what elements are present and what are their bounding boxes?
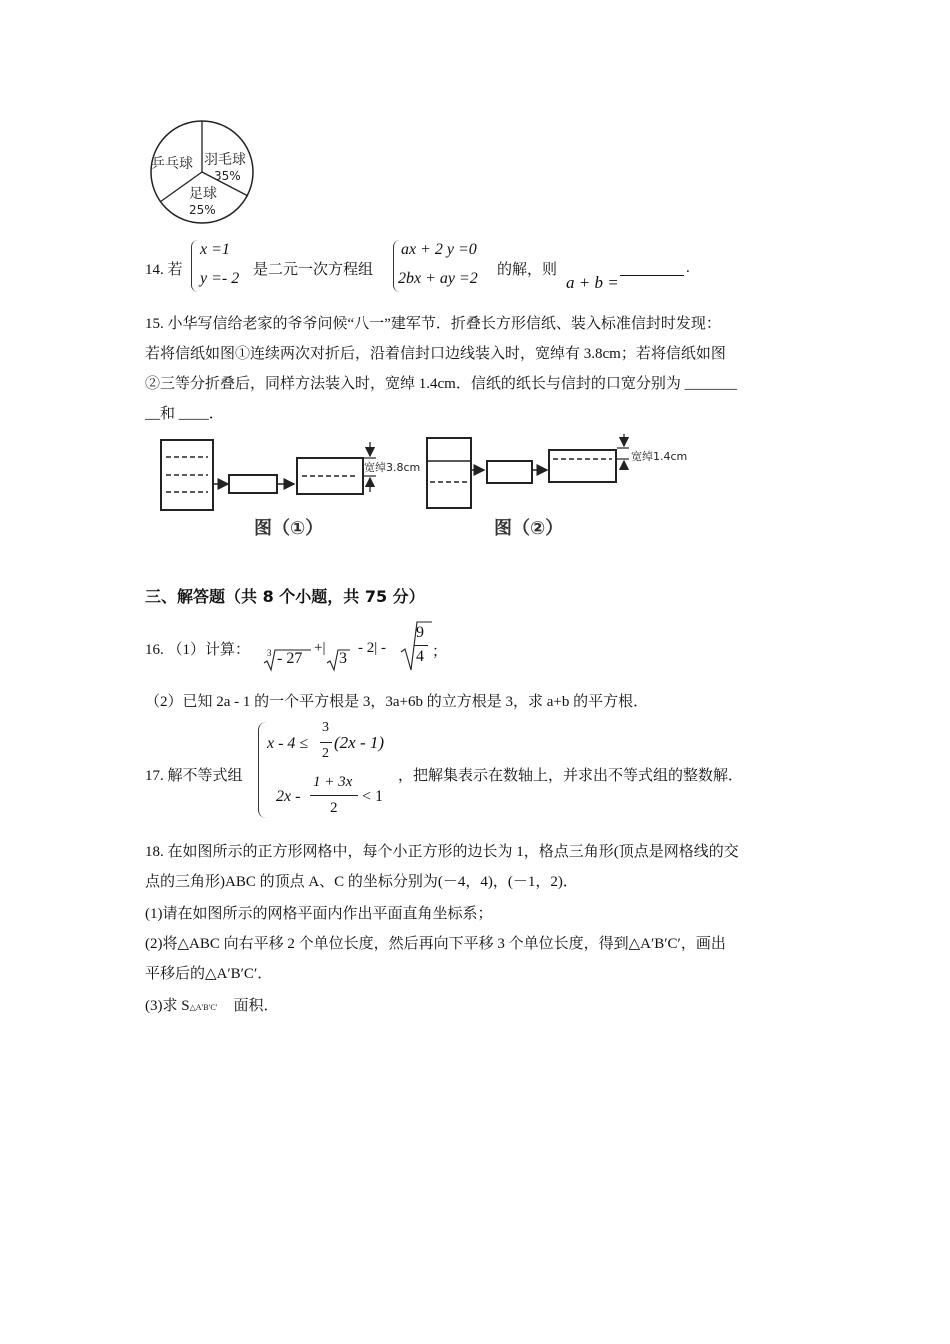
- q18-line5: 平移后的△A′B′C′．: [145, 966, 273, 982]
- pie-right-label: 羽毛球: [204, 152, 246, 168]
- q14-sys2-line1: ax + 2 y =0: [401, 241, 477, 258]
- q17-brace: [258, 722, 266, 818]
- q14-sys1-line2: y =- 2: [200, 270, 240, 287]
- q16-part2: （2）已知 2a - 1 的一个平方根是 3，3a+6b 的立方根是 3，求 a+b 的平方根．: [145, 694, 649, 710]
- q18-line6-sub: △A′B′C′: [189, 1003, 218, 1012]
- q17-prefix: 17. 解不等式组: [145, 768, 243, 784]
- q15-line1: 15. 小华写信给老家的爷爷问候“八一”建军节．折叠长方形信纸、装入标准信封时发现：: [145, 316, 721, 332]
- q16-sqrt-arg: 3: [339, 650, 347, 667]
- caption-2: 图（②）: [494, 518, 564, 539]
- q17-ineq1-left: x - 4 ≤: [267, 735, 309, 752]
- q16-semicolon: ；: [432, 644, 448, 660]
- q18-line3: (1)请在如图所示的网格平面内作出平面直角坐标系；: [145, 906, 493, 922]
- q16-part1-prefix: 16. （1）计算：: [145, 642, 251, 658]
- section-3-title: 三、解答题（共 8 个小题，共 75 分）: [145, 587, 425, 606]
- q18-line2: 点的三角形)ABC 的顶点 A、C 的坐标分别为(－4，4)，(－1，2)．: [145, 874, 578, 890]
- q14-sys2-line2: 2bx + ay =2: [398, 270, 478, 287]
- q14-expr: a + b =: [566, 273, 619, 292]
- q16-plus-abs: +|: [314, 640, 326, 656]
- q17-ineq2-right: < 1: [362, 788, 384, 805]
- q18-line6-tail: 面积．: [233, 998, 279, 1014]
- q17-ineq1-bar: [320, 742, 332, 743]
- q17-ineq2-den: 2: [330, 800, 338, 816]
- pie-right-pct: 35%: [214, 169, 241, 183]
- q18-line6-prefix: (3)求 S: [145, 998, 190, 1014]
- q15-line3: ②三等分折叠后，同样方法装入时，宽绰 1.4cm．信纸的纸长与信封的口宽分别为 _______: [145, 376, 738, 392]
- pie-bottom-pct: 25%: [189, 203, 216, 217]
- q17-tail: ，把解集表示在数轴上，并求出不等式组的整数解．: [398, 768, 744, 784]
- q14-brace-1: [191, 240, 198, 292]
- q16-cbrt-index: 3: [267, 648, 272, 658]
- pie-left-label: 乒乓球: [151, 156, 193, 172]
- q17-ineq1-num: 3: [322, 720, 329, 735]
- gap2-label: 宽绰1.4cm: [631, 450, 688, 463]
- q14-sys1-line1: x =1: [200, 241, 230, 258]
- q18-line4: (2)将△ABC 向右平移 2 个单位长度，然后再向下平移 3 个单位长度，得到△A′B′C′，画出: [145, 936, 726, 952]
- q17-ineq2-bar: [310, 795, 358, 796]
- q16-frac-num: 9: [416, 624, 424, 641]
- pie-chart: [148, 118, 256, 226]
- q17-ineq2-left: 2x -: [276, 788, 301, 805]
- q17-ineq2-num: 1 + 3x: [313, 774, 353, 790]
- q17-ineq1-right: (2x - 1): [334, 733, 385, 752]
- folding-figure: [150, 430, 710, 550]
- q18-line1: 18. 在如图所示的正方形网格中，每个小正方形的边长为 1，格点三角形(顶点是网格线的交: [145, 844, 739, 860]
- q16-abs-tail: - 2| -: [358, 640, 386, 656]
- q15-line4: __和 ____．: [145, 406, 224, 422]
- q16-cbrt-arg: - 27: [277, 650, 303, 667]
- q17-ineq1-den: 2: [322, 746, 329, 761]
- q18-line6: [145, 994, 278, 1015]
- q15-line2: 若将信纸如图①连续两次对折后，沿着信封口边线装入时，宽绰有 3.8cm；若将信纸如图: [145, 346, 726, 362]
- q14-period: .: [686, 260, 690, 276]
- gap1-label: 宽绰3.8cm: [364, 461, 421, 474]
- pie-bottom-label: 足球: [189, 186, 217, 202]
- q16-frac-bar: [414, 645, 428, 646]
- caption-1: 图（①）: [254, 518, 324, 539]
- q14-tail: 的解，则: [497, 262, 558, 278]
- q16-frac-den: 4: [416, 648, 424, 665]
- q14-blank: [620, 274, 684, 276]
- q14-mid-text: 是二元一次方程组: [253, 262, 374, 278]
- q14-number: 14. 若: [145, 262, 183, 278]
